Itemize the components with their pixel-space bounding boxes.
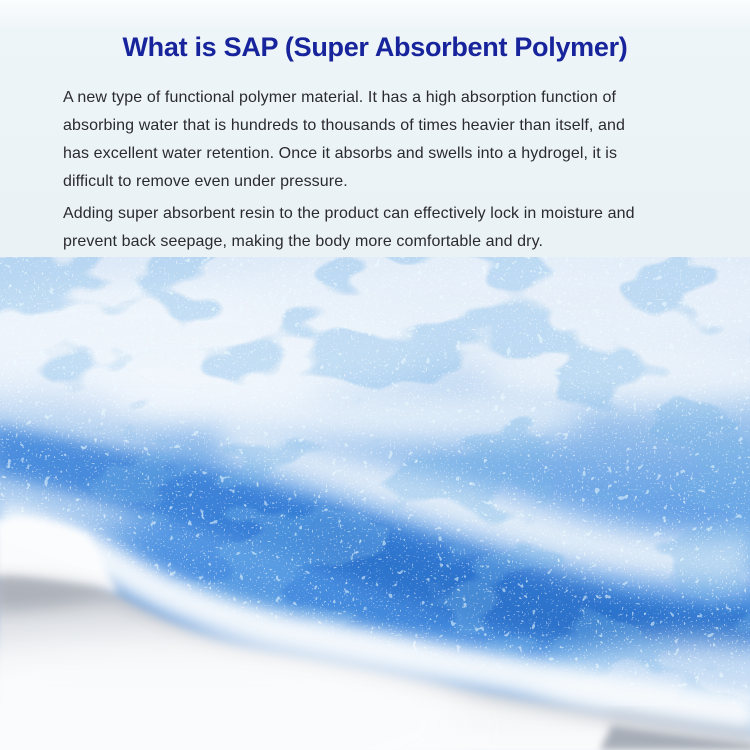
intro-text <box>0 63 750 256</box>
paragraph-1 <box>63 84 720 196</box>
paragraph-1-line: A new type of functional polymer material. It has a high absorption function of <box>63 89 617 106</box>
paragraph-1-line: difficult to remove even under pressure. <box>63 173 348 190</box>
paragraph-2 <box>63 200 720 256</box>
paragraph-1-line: has excellent water retention. Once it absorbs and swells into a hydrogel, it is <box>63 145 618 162</box>
page-title: What is SAP (Super Absorbent Polymer) <box>122 32 628 62</box>
hydrogel-photo <box>0 257 750 750</box>
paragraph-2-line: prevent back seepage, making the body more comfortable and dry. <box>63 233 544 250</box>
paragraph-1-line: absorbing water that is hundreds to thousands of times heavier than itself, and <box>63 117 626 134</box>
paragraph-2-line: Adding super absorbent resin to the product can effectively lock in moisture and <box>63 205 635 222</box>
hydrogel-photo-art <box>0 257 750 750</box>
